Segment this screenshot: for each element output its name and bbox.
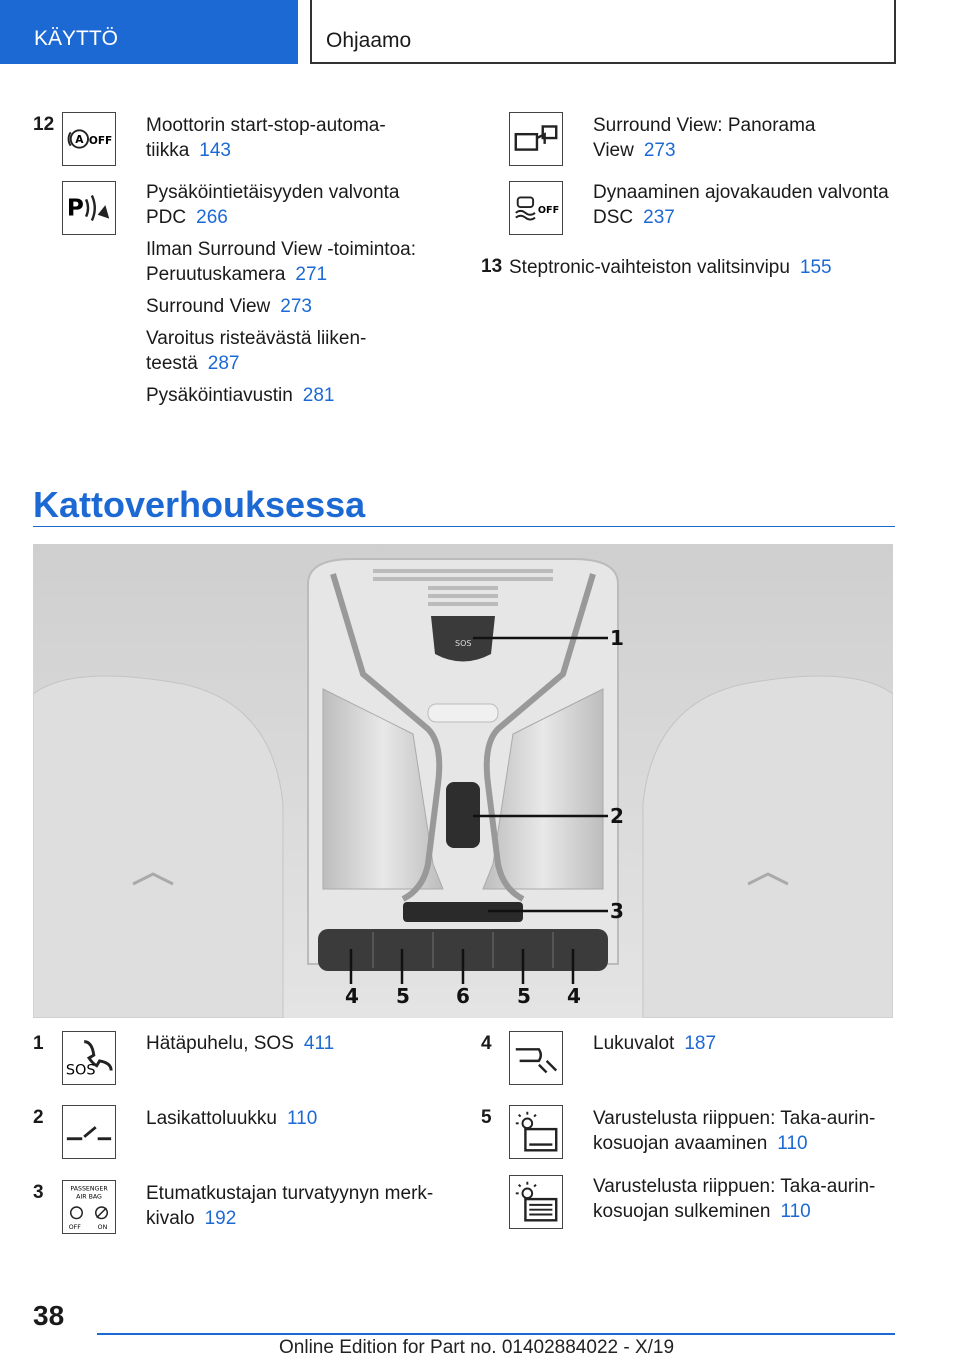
page-link[interactable]: 110 — [777, 1133, 808, 1154]
panorama-view-icon — [509, 112, 563, 166]
list-item: Lukuvalot 187 — [593, 1033, 717, 1054]
page-link[interactable]: 271 — [295, 264, 328, 285]
list-item: Varustelusta riippuen: Taka-aurin- kosuojan avaaminen 110 — [593, 1108, 876, 1154]
page-link[interactable]: 266 — [196, 207, 228, 228]
svg-text:PASSENGER: PASSENGER — [70, 1185, 108, 1193]
page-link[interactable]: 110 — [780, 1201, 811, 1222]
list-item: Ilman Surround View -toimintoa: Peruutuskamera 271 — [146, 239, 416, 285]
item-number: 4 — [481, 1033, 492, 1054]
page-link[interactable]: 411 — [303, 1033, 335, 1054]
edition-note: Online Edition for Part no. 01402884022 - X/19 — [279, 1337, 675, 1358]
page-link[interactable]: 273 — [280, 296, 312, 317]
sunroof-icon — [62, 1105, 116, 1159]
svg-text:2: 2 — [610, 804, 624, 828]
page-link[interactable]: 155 — [799, 257, 832, 278]
footer-divider — [97, 1333, 895, 1335]
svg-text:1: 1 — [610, 626, 624, 650]
page-link[interactable]: 187 — [684, 1033, 717, 1054]
svg-text:SOS: SOS — [455, 639, 472, 648]
list-item: Steptronic-vaihteiston valitsinvipu 155 — [509, 257, 832, 278]
page-link[interactable]: 237 — [643, 207, 675, 228]
page-link[interactable]: 287 — [207, 353, 240, 374]
list-item: Pysäköintiavustin 281 — [146, 385, 335, 406]
page-number: 38 — [33, 1300, 65, 1331]
list-item: Lasikattoluukku 110 — [146, 1108, 318, 1129]
svg-text:OFF: OFF — [68, 1224, 81, 1232]
list-item: Pysäköintietäisyyden valvonta PDC 266 — [146, 182, 400, 228]
svg-text:P: P — [66, 195, 84, 222]
svg-text:4: 4 — [567, 984, 581, 1008]
svg-text:3: 3 — [610, 899, 624, 923]
list-item: Surround View: Panorama View 273 — [593, 115, 816, 161]
item-number: 3 — [33, 1182, 44, 1203]
dsc-off-icon — [509, 181, 563, 235]
svg-text:OFF: OFF — [537, 204, 560, 216]
section-divider — [33, 526, 895, 527]
svg-text:5: 5 — [517, 984, 531, 1008]
chapter-tab[interactable]: Ohjaamo — [310, 0, 896, 64]
list-item: Hätäpuhelu, SOS 411 — [146, 1033, 335, 1054]
list-item: Varoitus risteävästä liiken- teestä 287 — [146, 328, 367, 374]
list-item: Etumatkustajan turvatyynyn merk- kivalo 192 — [146, 1183, 434, 1229]
svg-text:OFF: OFF — [88, 134, 113, 147]
passenger-airbag-indicator-icon — [62, 1180, 116, 1234]
list-item: Moottorin start-stop-automa- tiikka 143 — [146, 115, 386, 161]
svg-text:ON: ON — [97, 1224, 108, 1232]
list-item: Surround View 273 — [146, 296, 312, 317]
sunblind-close-icon — [509, 1175, 563, 1229]
reading-light-icon — [509, 1031, 563, 1085]
sunblind-open-icon — [509, 1105, 563, 1159]
svg-text:A: A — [75, 133, 84, 146]
item-number: 12 — [33, 114, 55, 135]
item-number: 5 — [481, 1107, 492, 1128]
svg-text:SOS: SOS — [65, 1062, 96, 1079]
svg-text:5: 5 — [396, 984, 410, 1008]
section-title: Kattoverhouksessa — [33, 484, 366, 525]
roof-liner-photo — [33, 544, 893, 1018]
page-link[interactable]: 273 — [643, 140, 676, 161]
page-link[interactable]: 143 — [199, 140, 231, 161]
page-link[interactable]: 281 — [302, 385, 335, 406]
park-distance-control-icon — [62, 181, 116, 235]
list-item: Varustelusta riippuen: Taka-aurin- kosuojan sulkeminen 110 — [593, 1176, 876, 1222]
item-number: 2 — [33, 1107, 44, 1128]
page-link[interactable]: 192 — [204, 1208, 237, 1229]
page-link[interactable]: 110 — [286, 1108, 318, 1129]
svg-text:6: 6 — [456, 984, 470, 1008]
section-tab[interactable]: KÄYTTÖ — [0, 0, 298, 64]
svg-text:4: 4 — [345, 984, 359, 1008]
list-item: Dynaaminen ajovakauden valvonta DSC 237 — [593, 182, 889, 228]
auto-start-stop-off-icon — [62, 112, 116, 166]
item-number: 13 — [481, 256, 503, 277]
sos-icon — [62, 1031, 116, 1085]
svg-text:AIR BAG: AIR BAG — [76, 1193, 102, 1201]
item-number: 1 — [33, 1033, 44, 1054]
